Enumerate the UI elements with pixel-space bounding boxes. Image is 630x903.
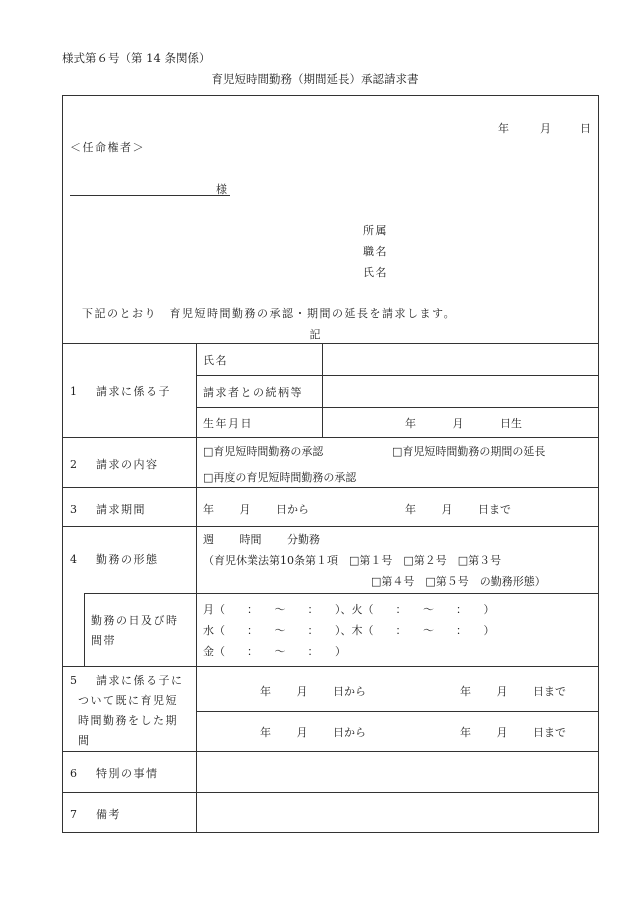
child-name-label: 氏名 [203,354,228,367]
work-days-label-1: 勤務の日及び時 [91,614,179,627]
row1b-bottom [196,407,599,408]
schedule-wed-thu: 水（ ： ～ ： ）、木（ ： ～ ： ） [203,624,495,637]
option-extension: □育児短時間勤務の期間の延長 [392,445,546,458]
row4-top [62,526,599,527]
birthdate-value: 年 月 日生 [405,417,522,430]
date-month: 月 [540,122,551,135]
form-title: 育児短時間勤務（期間延長）承認請求書 [211,72,419,86]
label-column-divider [196,343,197,833]
row2-top [62,437,599,438]
row5-label-3: 時間勤務をした期 [78,714,178,727]
name-label: 氏名 [363,266,388,279]
row1-top [62,343,599,344]
appointer-underline [70,195,230,196]
request-statement: 下記のとおり 育児短時間勤務の承認・期間の延長を請求します。 [82,307,457,320]
row5-label-1: 5 請求に係る子に [70,674,184,687]
row5-label-2: ついて既に育児短 [78,694,178,707]
form-number: 様式第６号（第 14 条関係） [62,51,211,65]
ki-label: 記 [309,328,321,341]
row4-sub-left [84,593,85,666]
work-form-law: （育児休業法第10条第１項 □第１号 □第２号 □第３号 [203,554,502,567]
row6-label: 6 特別の事情 [70,767,159,780]
prior-period-1-to: 年 月 日まで [460,685,566,698]
appointer-label: ＜任命権者＞ [70,141,145,154]
work-form-law-cont: □第４号 □第５号 の勤務形態） [371,575,546,588]
row2-label: 2 請求の内容 [70,458,159,471]
relation-label: 請求者との続柄等 [203,386,303,399]
period-to: 年 月 日まで [405,503,511,516]
schedule-fri: 金（ ： ～ ： ） [203,645,346,658]
weekly-hours: 週 時間 分勤務 [203,533,320,546]
sama-label: 様 [216,183,227,196]
row3-label: 3 請求期間 [70,503,146,516]
prior-period-1-from: 年 月 日から [260,685,366,698]
birthdate-label: 生年月日 [203,417,253,430]
affiliation-label: 所属 [363,224,388,237]
row1-label: 1 請求に係る子 [70,385,171,398]
row1-inner-divider [322,343,323,437]
date-year: 年 [498,122,509,135]
row7-label: 7 備考 [70,808,121,821]
row4-label: 4 勤務の形態 [70,553,159,566]
row1a-bottom [196,375,599,376]
prior-period-2-to: 年 月 日まで [460,726,566,739]
option-approval: □育児短時間勤務の承認 [203,445,324,458]
row6-top [62,751,599,752]
row5-top [62,666,599,667]
row5-label-4: 間 [78,734,91,747]
period-from: 年 月 日から [203,503,309,516]
prior-period-2-from: 年 月 日から [260,726,366,739]
work-days-label-2: 間帯 [91,634,116,647]
row3-top [62,487,599,488]
row5-mid [196,711,599,712]
date-day: 日 [580,122,591,135]
option-reapproval: □再度の育児短時間勤務の承認 [203,471,357,484]
row7-top [62,792,599,793]
position-label: 職名 [363,245,388,258]
schedule-mon-tue: 月（ ： ～ ： ）、火（ ： ～ ： ） [203,603,495,616]
row4-sub-top [84,593,599,594]
